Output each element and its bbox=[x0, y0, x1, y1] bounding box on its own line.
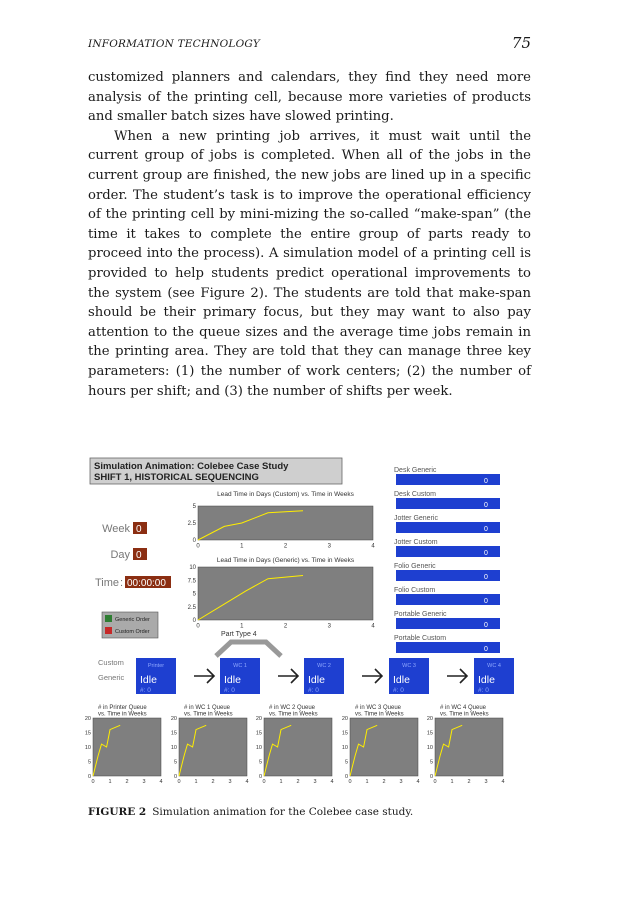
x-tick-label: 2 bbox=[125, 779, 129, 785]
station-count: #: 0 bbox=[393, 687, 404, 694]
station-name: WC 3 bbox=[402, 663, 416, 669]
custom-order-label: Custom Order bbox=[115, 629, 150, 635]
plot-area bbox=[435, 718, 503, 776]
y-tick-label: 5 bbox=[192, 591, 196, 598]
plot-area bbox=[350, 718, 418, 776]
time-value: 00:00:00 bbox=[127, 578, 166, 589]
x-tick-label: 4 bbox=[371, 543, 375, 550]
x-tick-label: 3 bbox=[228, 779, 232, 785]
running-title: INFORMATION TECHNOLOGY bbox=[88, 38, 260, 50]
y-tick-label: 20 bbox=[426, 716, 433, 722]
y-tick-label: 20 bbox=[170, 716, 177, 722]
time-colon: : bbox=[120, 577, 124, 589]
chart-title: # in WC 3 Queue bbox=[355, 705, 402, 711]
station-count: #: 0 bbox=[224, 687, 235, 694]
flow-label-generic: Generic bbox=[98, 673, 125, 682]
y-tick-label: 10 bbox=[426, 745, 433, 751]
lead-time-custom-chart bbox=[188, 491, 376, 550]
x-tick-label: 1 bbox=[365, 779, 369, 785]
x-tick-label: 3 bbox=[399, 779, 403, 785]
chart-title: vs. Time in Weeks bbox=[355, 711, 404, 718]
x-tick-label: 3 bbox=[327, 543, 331, 550]
chart-title: vs. Time in Weeks bbox=[184, 711, 233, 718]
x-tick-label: 2 bbox=[211, 779, 215, 785]
part-type-label: Part Type 4 bbox=[221, 631, 257, 638]
y-tick-label: 15 bbox=[426, 730, 433, 737]
custom-order-swatch bbox=[105, 627, 112, 634]
flow-arrow bbox=[362, 669, 382, 683]
day-label: Day bbox=[110, 549, 130, 561]
inventory-label: Folio Custom bbox=[394, 587, 436, 594]
inventory-label: Jotter Custom bbox=[394, 539, 438, 546]
station-count: #: 0 bbox=[308, 687, 319, 694]
chart-title: Lead Time in Days (Generic) vs. Time in Weeks bbox=[216, 557, 355, 564]
queue-chart bbox=[427, 705, 505, 785]
x-tick-label: 1 bbox=[108, 779, 112, 785]
chart-title: # in WC 1 Queue bbox=[184, 705, 231, 711]
station-name: WC 1 bbox=[233, 663, 247, 669]
x-tick-label: 1 bbox=[240, 623, 244, 630]
plot-area bbox=[198, 567, 373, 620]
y-tick-label: 20 bbox=[341, 716, 348, 722]
x-tick-label: 2 bbox=[283, 623, 288, 630]
x-tick-label: 4 bbox=[330, 779, 334, 785]
chart-title: # in WC 2 Queue bbox=[269, 705, 316, 711]
queue-chart bbox=[171, 705, 249, 785]
part-path bbox=[216, 642, 281, 656]
x-tick-label: 0 bbox=[91, 779, 95, 785]
week-label: Week bbox=[102, 523, 130, 535]
queue-chart bbox=[85, 705, 163, 785]
station-name: WC 4 bbox=[487, 663, 501, 669]
chart-title: vs. Time in Weeks bbox=[440, 711, 489, 718]
inventory-value: 0 bbox=[484, 478, 488, 485]
x-tick-label: 1 bbox=[450, 779, 454, 785]
page-number: 75 bbox=[511, 34, 531, 52]
inventory-value: 0 bbox=[484, 646, 488, 653]
x-tick-label: 4 bbox=[416, 779, 420, 785]
inventory-value: 0 bbox=[484, 526, 488, 533]
x-tick-label: 3 bbox=[142, 779, 146, 785]
inventory-value: 0 bbox=[484, 502, 488, 509]
station-row bbox=[136, 658, 514, 694]
x-tick-label: 4 bbox=[245, 779, 249, 785]
chart-title: # in Printer Queue bbox=[98, 705, 147, 711]
y-tick-label: 10 bbox=[255, 745, 262, 751]
flow-label-custom: Custom bbox=[98, 658, 124, 667]
figure-caption bbox=[88, 806, 413, 818]
inventory-label: Jotter Generic bbox=[394, 515, 438, 522]
station-status: Idle bbox=[224, 674, 241, 686]
plot-area bbox=[198, 506, 373, 540]
y-tick-label: 10 bbox=[189, 565, 196, 571]
y-tick-label: 0 bbox=[192, 538, 196, 544]
chart-title: Lead Time in Days (Custom) vs. Time in Weeks bbox=[217, 491, 354, 498]
flow-arrow bbox=[278, 669, 298, 683]
y-tick-label: 10 bbox=[341, 745, 348, 751]
x-tick-label: 0 bbox=[348, 779, 352, 785]
y-tick-label: 5 bbox=[173, 759, 177, 766]
y-tick-label: 5 bbox=[344, 759, 348, 766]
x-tick-label: 2 bbox=[283, 543, 288, 550]
x-tick-label: 2 bbox=[382, 779, 386, 785]
week-value: 0 bbox=[136, 524, 142, 535]
x-tick-label: 2 bbox=[467, 779, 471, 785]
x-tick-label: 1 bbox=[279, 779, 283, 785]
y-tick-label: 0 bbox=[258, 774, 262, 780]
y-tick-label: 15 bbox=[341, 730, 348, 737]
queue-charts bbox=[85, 705, 505, 785]
x-tick-label: 4 bbox=[159, 779, 163, 785]
figure-title: Simulation Animation: Colebee Case Study bbox=[94, 461, 289, 472]
day-value: 0 bbox=[136, 550, 142, 561]
x-tick-label: 1 bbox=[194, 779, 198, 785]
generic-order-label: Generic Order bbox=[115, 617, 150, 623]
y-tick-label: 20 bbox=[255, 716, 262, 722]
y-tick-label: 0 bbox=[344, 774, 348, 780]
station-status: Idle bbox=[140, 674, 157, 686]
inventory-label: Folio Generic bbox=[394, 563, 436, 570]
station-count: #: 0 bbox=[140, 687, 151, 694]
station-name: WC 2 bbox=[317, 663, 331, 669]
simulation-figure-svg bbox=[86, 458, 526, 800]
inventory-value: 0 bbox=[484, 550, 488, 557]
y-tick-label: 10 bbox=[84, 745, 91, 751]
generic-order-swatch bbox=[105, 615, 112, 622]
y-tick-label: 5 bbox=[429, 759, 433, 766]
caption-label: FIGURE 2 bbox=[88, 806, 147, 818]
y-tick-label: 0 bbox=[192, 618, 196, 624]
y-tick-label: 2.5 bbox=[187, 521, 196, 527]
x-tick-label: 4 bbox=[501, 779, 505, 785]
chart-title: # in WC 4 Queue bbox=[440, 705, 487, 711]
chart-title: vs. Time in Weeks bbox=[98, 711, 147, 718]
station-status: Idle bbox=[393, 674, 410, 686]
x-tick-label: 2 bbox=[296, 779, 300, 785]
body-text bbox=[88, 68, 531, 401]
x-tick-label: 0 bbox=[196, 543, 200, 550]
y-tick-label: 0 bbox=[87, 774, 91, 780]
inventory-value: 0 bbox=[484, 574, 488, 581]
plot-area bbox=[264, 718, 332, 776]
inventory-label: Desk Custom bbox=[394, 491, 437, 498]
y-tick-label: 10 bbox=[170, 745, 177, 751]
plot-area bbox=[179, 718, 247, 776]
inventory-label: Portable Custom bbox=[394, 635, 447, 642]
plot-area bbox=[93, 718, 161, 776]
figure-subtitle: SHIFT 1, HISTORICAL SEQUENCING bbox=[94, 472, 259, 483]
y-tick-label: 2.5 bbox=[187, 604, 196, 611]
y-tick-label: 7.5 bbox=[187, 578, 196, 585]
chart-title: vs. Time in Weeks bbox=[269, 711, 318, 718]
x-tick-label: 4 bbox=[371, 623, 375, 630]
lead-time-generic-chart bbox=[188, 557, 376, 630]
y-tick-label: 5 bbox=[87, 759, 91, 766]
x-tick-label: 0 bbox=[196, 623, 200, 630]
x-tick-label: 3 bbox=[313, 779, 317, 785]
inventory-value: 0 bbox=[484, 598, 488, 605]
inventory-label: Portable Generic bbox=[394, 611, 447, 618]
y-tick-label: 5 bbox=[258, 759, 262, 766]
figure-simulation bbox=[86, 458, 526, 800]
y-tick-label: 0 bbox=[173, 774, 177, 780]
queue-chart bbox=[256, 705, 334, 785]
x-tick-label: 0 bbox=[433, 779, 437, 785]
running-header bbox=[88, 34, 531, 56]
station-count: #: 0 bbox=[478, 687, 489, 694]
station-status: Idle bbox=[308, 674, 325, 686]
y-tick-label: 15 bbox=[84, 730, 91, 737]
inventory-value: 0 bbox=[484, 622, 488, 629]
x-tick-label: 0 bbox=[177, 779, 181, 785]
x-tick-label: 3 bbox=[484, 779, 488, 785]
time-label: Time bbox=[94, 577, 119, 589]
flow-arrow bbox=[194, 669, 214, 683]
x-tick-label: 3 bbox=[327, 623, 331, 630]
station-name: Printer bbox=[147, 663, 165, 669]
caption-text: Simulation animation for the Colebee case study. bbox=[152, 806, 414, 818]
queue-chart bbox=[342, 705, 420, 785]
inventory-panel bbox=[394, 467, 500, 653]
x-tick-label: 0 bbox=[262, 779, 266, 785]
y-tick-label: 0 bbox=[429, 774, 433, 780]
y-tick-label: 15 bbox=[255, 730, 262, 737]
paragraph: customized planners and calendars, they find they need more analysis of the printing cell, because more varieties of products and smaller batch sizes have slowed printing. bbox=[88, 70, 531, 125]
flow-arrow bbox=[447, 669, 467, 683]
station-status: Idle bbox=[478, 674, 495, 686]
paragraph: When a new printing job arrives, it must wait until the current group of jobs is completed. When all of the jobs in the current group are finished, the new jobs are lined up in a specific order. The student’s task is to improve the operational efficiency of the printing cell by mini-mizing the so-called “make-span” (the time it takes to complete the entire group of parts ready to proceed into the process). A simulation model of a printing cell is provided to help students predict operational improvements to the system (see Figure 2). The students are told that make-span should be their primary focus, but they may want to also pay attention to the queue sizes and the average time jobs remain in the printing area. They are told that they can manage three key parameters: (1) the number of work centers; (2) the number of hours per shift; and (3) the number of shifts per week. bbox=[88, 128, 531, 399]
inventory-label: Desk Generic bbox=[394, 467, 437, 474]
y-tick-label: 5 bbox=[192, 504, 196, 510]
x-tick-label: 1 bbox=[240, 543, 244, 550]
y-tick-label: 20 bbox=[84, 716, 91, 722]
y-tick-label: 15 bbox=[170, 730, 177, 737]
